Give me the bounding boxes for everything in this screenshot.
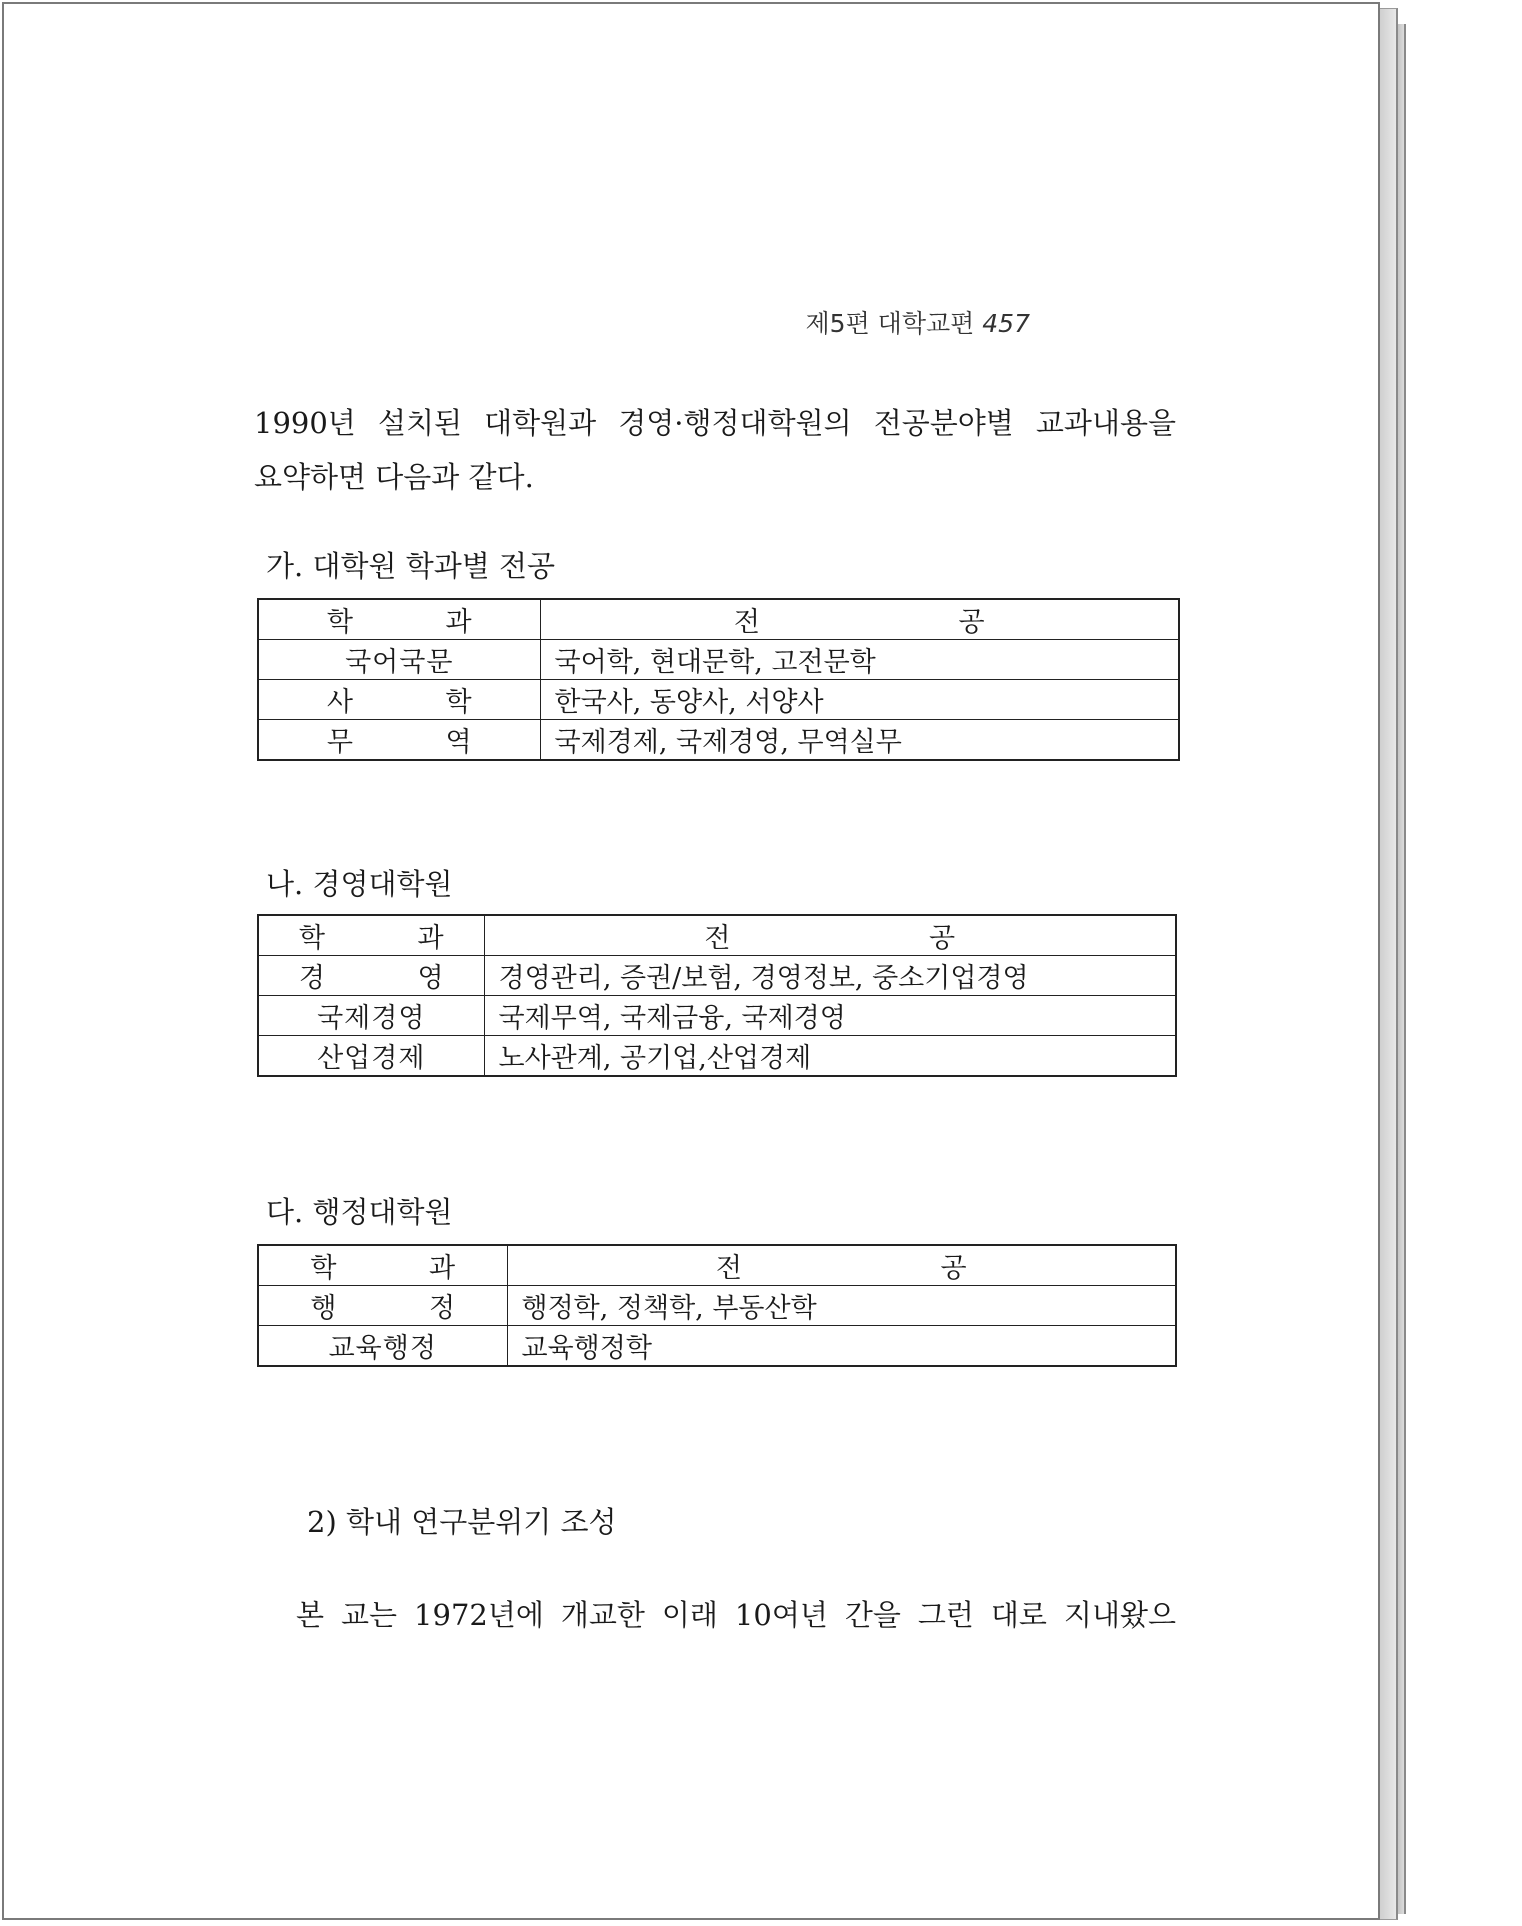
- table-row: [258, 1326, 1176, 1367]
- section-ga-table: [257, 598, 1180, 761]
- section-da-heading: 다. 행정대학원: [266, 1195, 453, 1229]
- page-number: 457: [982, 309, 1030, 338]
- dept-cell: 국어국문: [258, 640, 540, 680]
- table-header-row: [258, 915, 1176, 956]
- running-head-title: 제5편 대학교편: [805, 309, 975, 338]
- table-row: [258, 956, 1176, 996]
- dept-cell: 산업경제: [258, 1036, 484, 1077]
- dept-cell: 행 정: [258, 1286, 507, 1326]
- dept-cell: 국제경영: [258, 996, 484, 1036]
- major-cell: 국제무역, 국제금융, 국제경영: [484, 996, 1176, 1036]
- header-dept: 학 과: [258, 915, 484, 956]
- header-dept: 학 과: [258, 1245, 507, 1286]
- section-na-heading: 나. 경영대학원: [266, 867, 453, 901]
- header-major: 전 공: [507, 1245, 1176, 1286]
- document-page: [2, 2, 1380, 1920]
- major-cell: 교육행정학: [507, 1326, 1176, 1367]
- major-cell: 한국사, 동양사, 서양사: [540, 680, 1179, 720]
- dept-cell: 경 영: [258, 956, 484, 996]
- intro-line-2: 요약하면 다음과 같다.: [254, 460, 534, 494]
- header-major: 전 공: [484, 915, 1176, 956]
- intro-paragraph: [254, 396, 1176, 504]
- subsection-heading: 2) 학내 연구분위기 조성: [307, 1505, 617, 1539]
- page-stack-edge: [1380, 8, 1398, 1920]
- table-row: [258, 640, 1179, 680]
- header-dept: 학 과: [258, 599, 540, 640]
- header-major: 전 공: [540, 599, 1179, 640]
- intro-line-1: 1990년 설치된 대학원과 경영·행정대학원의 전공분야별 교과내용을: [254, 406, 1176, 440]
- section-na-table: [257, 914, 1177, 1077]
- table-row: [258, 1036, 1176, 1077]
- section-ga-heading: 가. 대학원 학과별 전공: [266, 549, 555, 583]
- major-cell: 노사관계, 공기업,산업경제: [484, 1036, 1176, 1077]
- table-row: [258, 720, 1179, 761]
- table-row: [258, 1286, 1176, 1326]
- closing-line-1: 본 교는 1972년에 개교한 이래 10여년 간을 그런 대로 지내왔으: [296, 1598, 1176, 1632]
- major-cell: 국어학, 현대문학, 고전문학: [540, 640, 1179, 680]
- section-da-table: [257, 1244, 1177, 1367]
- table-header-row: [258, 599, 1179, 640]
- major-cell: 국제경제, 국제경영, 무역실무: [540, 720, 1179, 761]
- running-head: [806, 304, 1030, 340]
- dept-cell: 교육행정: [258, 1326, 507, 1367]
- closing-paragraph: [296, 1588, 1176, 1642]
- major-cell: 경영관리, 증권/보험, 경영정보, 중소기업경영: [484, 956, 1176, 996]
- dept-cell: 무 역: [258, 720, 540, 761]
- dept-cell: 사 학: [258, 680, 540, 720]
- major-cell: 행정학, 정책학, 부동산학: [507, 1286, 1176, 1326]
- table-header-row: [258, 1245, 1176, 1286]
- table-row: [258, 680, 1179, 720]
- table-row: [258, 996, 1176, 1036]
